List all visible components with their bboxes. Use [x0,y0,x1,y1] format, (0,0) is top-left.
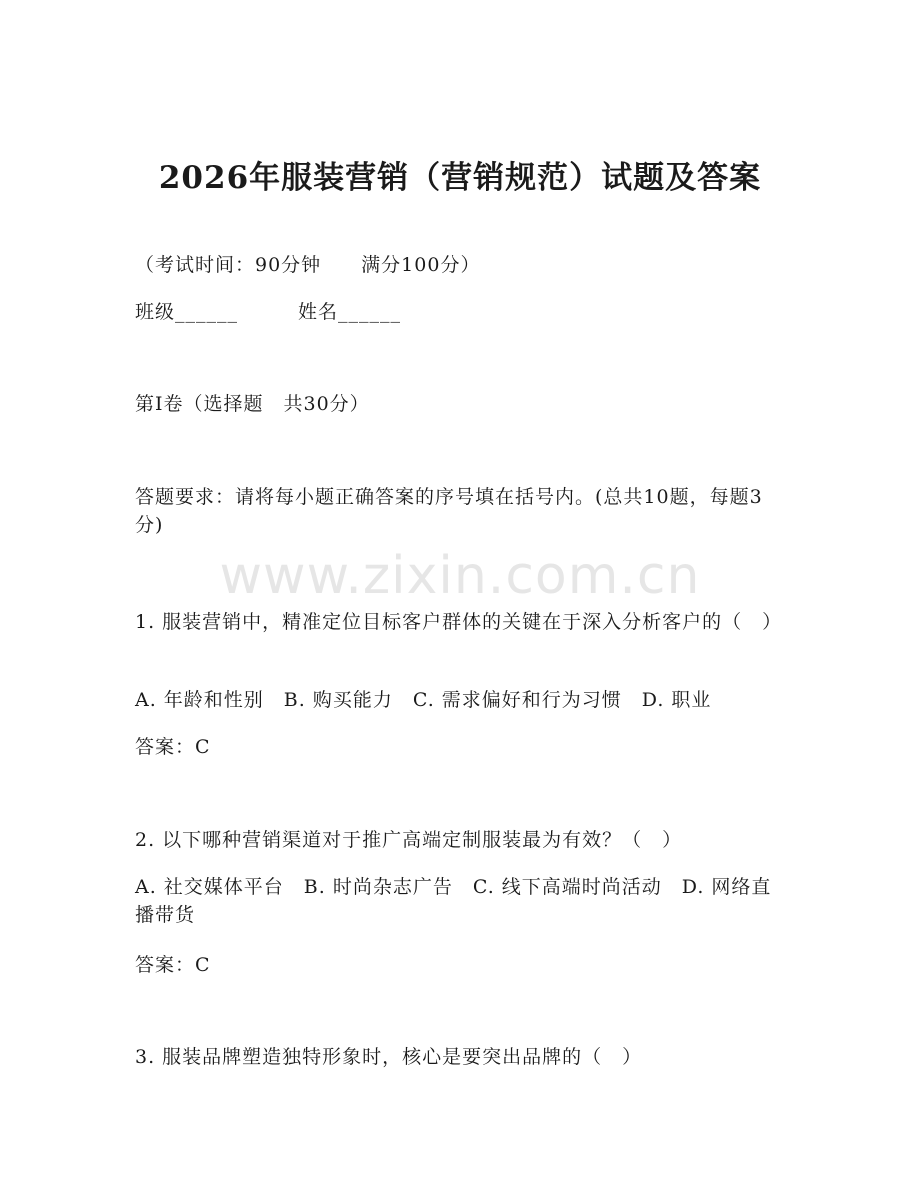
page-title: 2026年服装营销（营销规范）试题及答案 [158,160,762,196]
instructions: 答题要求：请将每小题正确答案的序号填在括号内。(总共10题，每题3分) [135,486,763,536]
question-3-text: 3. 服装品牌塑造独特形象时，核心是要突出品牌的（ ） [135,1046,643,1068]
exam-info: （考试时间：90分钟 满分100分） [135,254,481,276]
section-title: 第I卷（选择题 共30分） [135,393,370,415]
question-2-answer: 答案：C [135,954,211,976]
watermark: www.zixin.com.cn [219,546,701,606]
question-1-text: 1. 服装营销中，精准定位目标客户群体的关键在于深入分析客户的（ ） [135,611,783,633]
question-1-answer: 答案：C [135,736,211,758]
question-2-options: A. 社交媒体平台 B. 时尚杂志广告 C. 线下高端时尚活动 D. 网络直播带货 [135,876,772,926]
question-1-options: A. 年龄和性别 B. 购买能力 C. 需求偏好和行为习惯 D. 职业 [135,689,712,711]
question-2-text: 2. 以下哪种营销渠道对于推广高端定制服装最为有效？（ ） [135,829,683,851]
class-name-line: 班级______ 姓名______ [135,301,402,323]
